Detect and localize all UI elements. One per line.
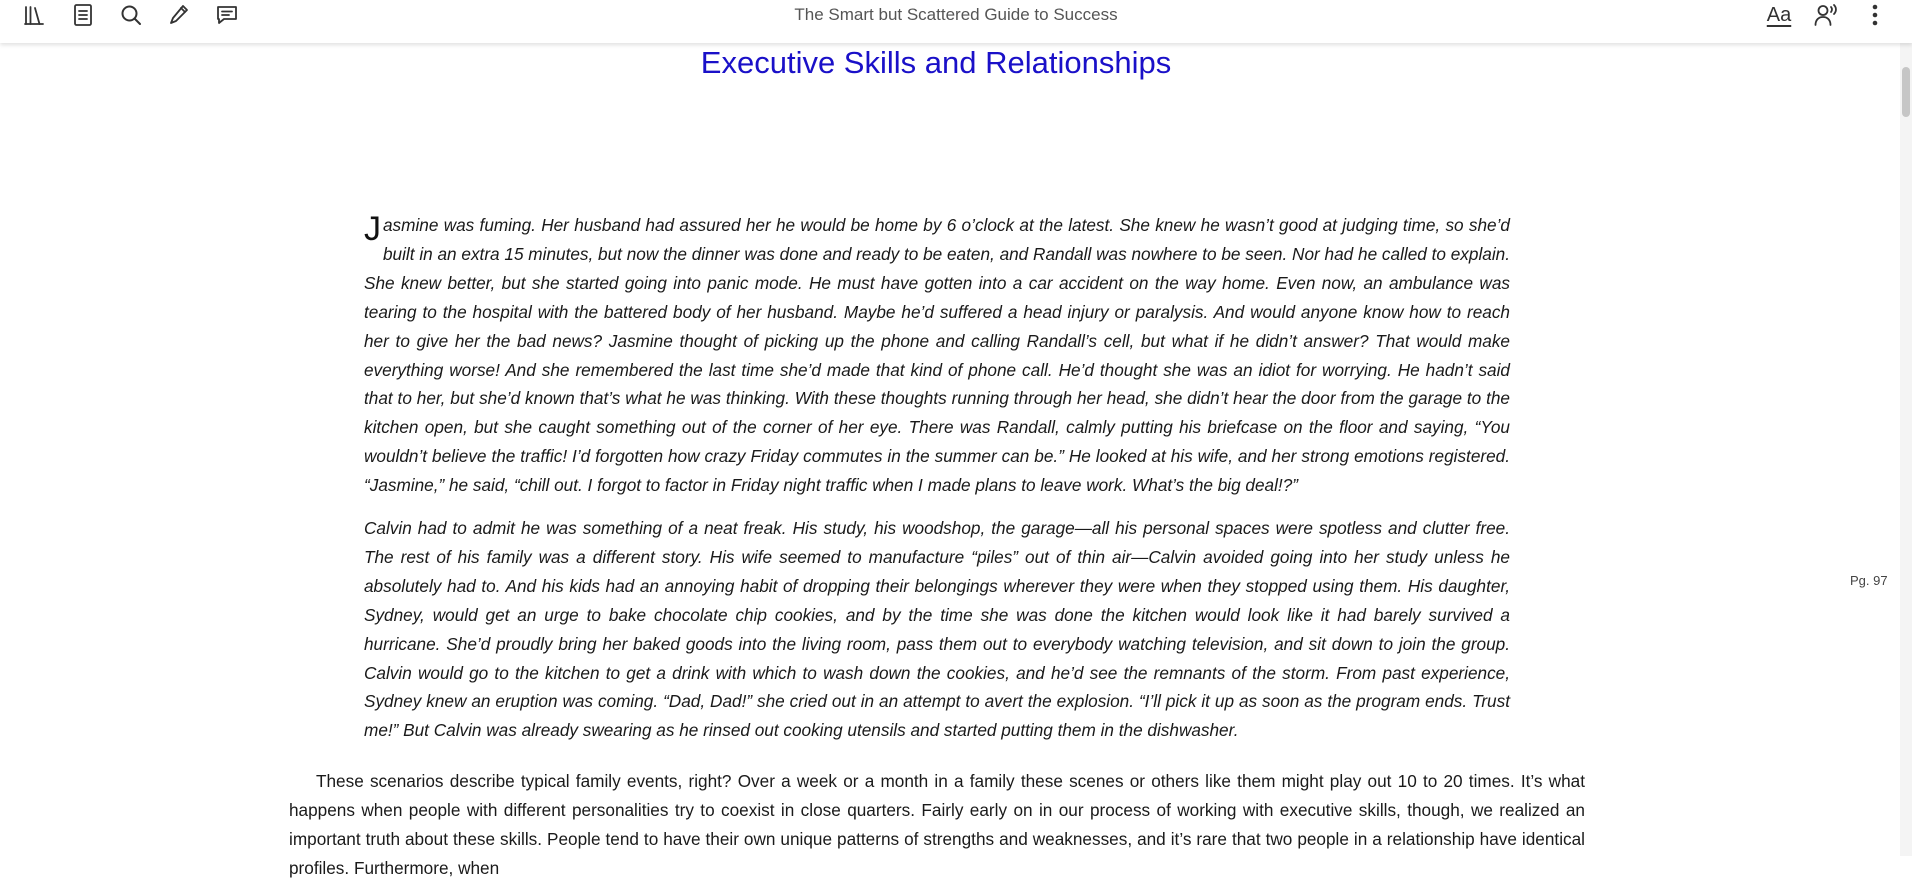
library-icon: [22, 3, 46, 27]
chapter-title: Executive Skills and Relationships: [700, 45, 1172, 80]
font-settings-button[interactable]: Aa: [1766, 3, 1792, 26]
reader-toolbar: [0, 0, 1912, 43]
body-paragraph: These scenarios describe typical family events, right? Over a week or a month in a family these scenes or others like them might play out 10 to 20 times. It’s what happens when people with different personalities try to coexist in close quarters. Fairly early on in our process of working with executive skills, though, we realized an important truth about these skills. People tend to have their own unique patterns of strengths and weaknesses, and it’s rare that two people in a relationship have identical profiles. Furthermore, when: [289, 771, 1585, 878]
vignette-1-text: asmine was fuming. Her husband had assured her he would be home by 6 o’clock at the latest. She knew he wasn’t good at judging time, so she’d built in an extra 15 minutes, but now the dinner was done and ready to be eaten, and Randall was nowhere to be seen. Nor had he called to explain. She knew better, but she started going into panic mode. He must have gotten into a car accident on the way home. Even now, an ambulance was tearing to the hospital with the battered body of her husband. Maybe he’d suffered a head injury or paralysis. And would anyone know how to reach her to give her the bad news? Jasmine thought of picking up the phone and calling Randall’s cell, but what if he didn’t answer? That would make everything worse! And she remembered the last time she’d made that kind of phone call. He’d thought she was an idiot for worrying. He hadn’t said that to her, but she’d known that’s what he was thinking. With these thoughts running through her head, she didn’t hear the door from the garage to the kitchen open, but she caught something out of the corner of her eye. There was Randall, calmly putting his briefcase on the floor and saying, “You wouldn’t believe the traffic! I’d forgotten how crazy Friday commutes in the summer can be.” He looked at his wife, and her strong emotions registered. “Jasmine,” he said, “chill out. I forgot to factor in Friday night traffic when I made plans to leave work. What’s the big deal!?”: [364, 215, 1510, 496]
more-options-button[interactable]: [1855, 0, 1895, 30]
vignette-paragraph-1: [364, 211, 1510, 500]
page-indicator: Pg. 97: [1850, 573, 1888, 588]
notes-button[interactable]: [207, 0, 247, 30]
read-aloud-button[interactable]: [1807, 0, 1847, 30]
vignette-paragraph-2: Calvin had to admit he was something of a neat freak. His study, his woodshop, the garage—all his personal spaces were spotless and clutter free. The rest of his family was a different story. His wife seemed to manufacture “piles” out of thin air—Calvin avoided going into her study unless he absolutely had to. And his kids had an annoying habit of dropping their belongings wherever they were when they stopped using them. His daughter, Sydney, would get an urge to bake chocolate chip cookies, and by the time she was done the kitchen would look like it had barely survived a hurricane. She’d proudly bring her baked goods into the living room, pass them out to everybody watching television, and sit down to join the group. Calvin would go to the kitchen to get a drink with which to wash down the cookies, and he’d see the remnants of the storm. From past experience, Sydney knew an eruption was coming. “Dad, Dad!” she cried out in an attempt to avert the explosion. “I’ll pick it up as soon as the program ends. Trust me!” But Calvin was already swearing as he rinsed out cooking utensils and started putting them in the dishwasher.: [364, 518, 1510, 741]
search-button[interactable]: [111, 0, 151, 30]
notes-icon: [215, 3, 239, 27]
search-icon: [119, 3, 143, 27]
table-of-contents-button[interactable]: [63, 0, 103, 30]
scrollbar-thumb[interactable]: [1902, 67, 1910, 117]
highlight-button[interactable]: [159, 0, 199, 30]
read-aloud-icon: [1814, 3, 1840, 27]
book-title: The Smart but Scattered Guide to Success: [794, 5, 1118, 24]
highlight-pen-icon: [168, 3, 190, 27]
dropcap-letter: J: [364, 210, 381, 248]
reading-pane: [0, 43, 1900, 878]
more-options-icon: [1872, 4, 1878, 26]
table-of-contents-icon: [72, 3, 94, 27]
library-button[interactable]: [14, 0, 54, 30]
scrollbar[interactable]: [1900, 43, 1912, 856]
